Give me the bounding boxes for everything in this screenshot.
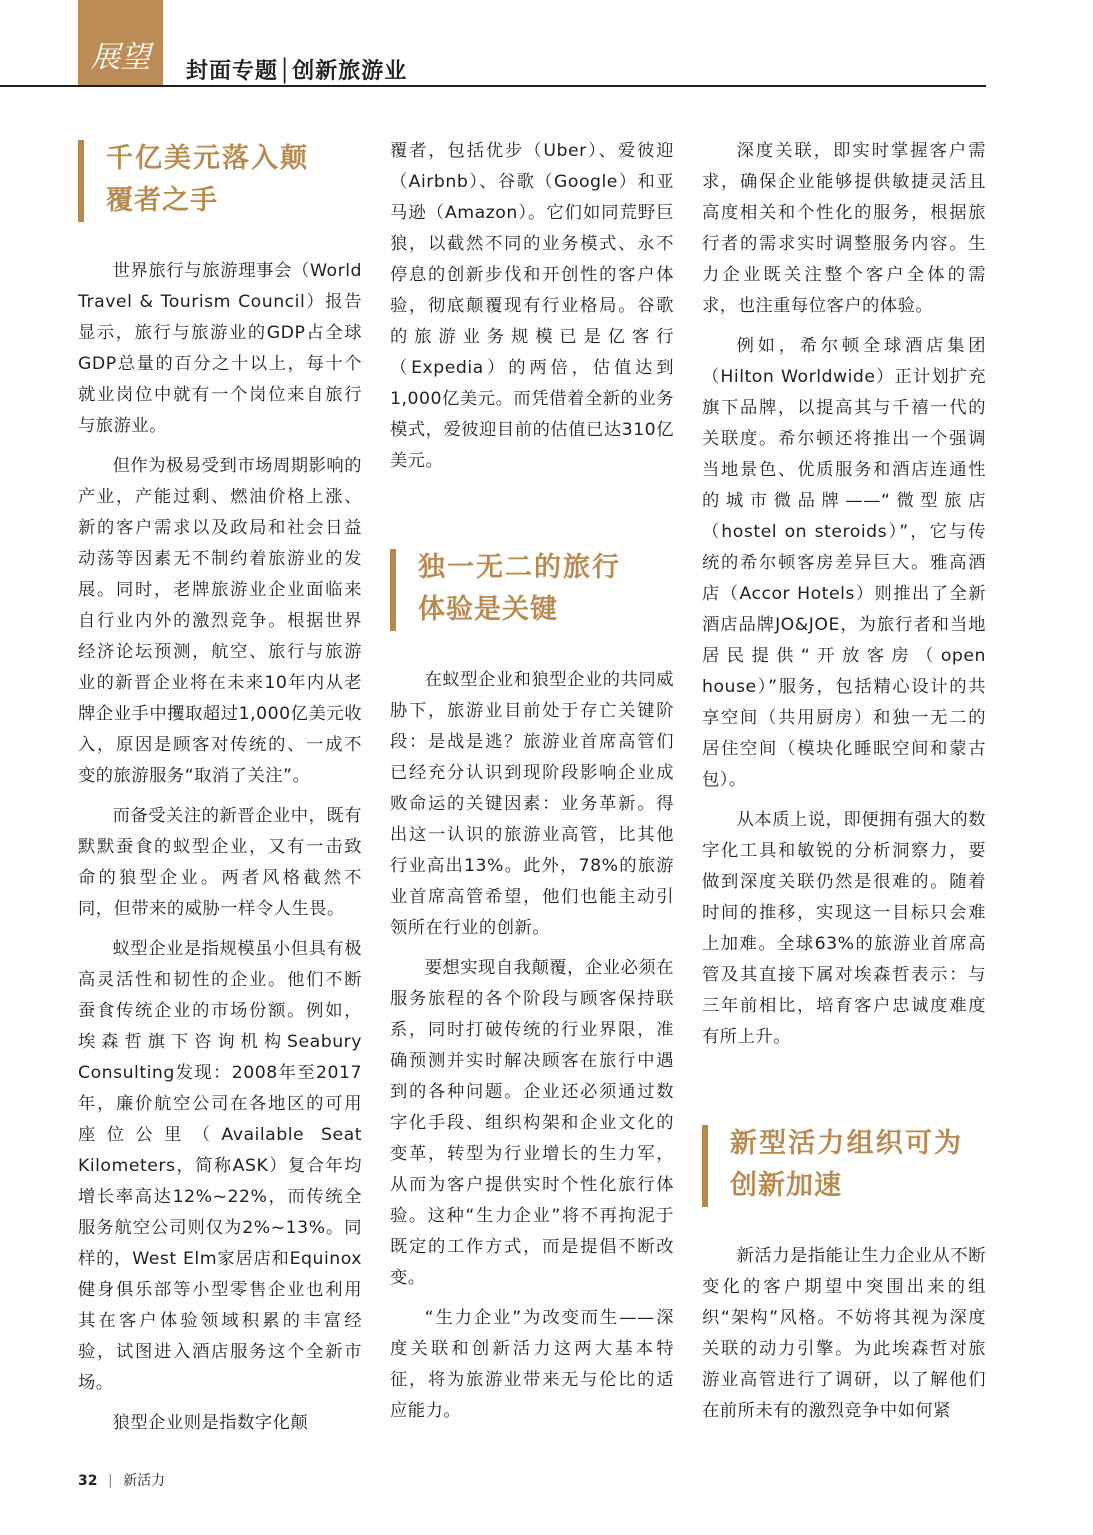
heading-1: 千亿美元落入颠覆者之手 (78, 138, 308, 222)
section-title: 封面专题│创新旅游业 (186, 59, 408, 84)
column-3 (702, 136, 986, 1436)
paragraph: 新活力是指能让生力企业从不断变化的客户期望中突围出来的组织“架构”风格。不妨将其视为深度关联的动力引擎。为此埃森哲对旅游业高管进行了调研，以了解他们在前所未有的激烈竞争中如何紧 (702, 1246, 986, 1421)
paragraph: “生力企业”为改变而生——深度关联和创新活力这两大基本特征，将为旅游业带来无与伦比的适应能力。 (390, 1308, 674, 1421)
paragraph: 在蚁型企业和狼型企业的共同威胁下，旅游业目前处于存亡关键阶段：是战是逃？旅游业首席高管们已经充分认识到现阶段影响企业成败命运的关键因素：业务革新。得出这一认识的旅游业高管，比其他行业高出13%。此外，78%的旅游业首席高管希望，他们也能主动引领所在行业的创新。 (390, 670, 674, 938)
page-footer (78, 1470, 165, 1490)
paragraph: 要想实现自我颠覆，企业必须在服务旅程的各个阶段与顾客保持联系，同时打破传统的行业界限，准确预测并实时解决顾客在旅行中遇到的各种问题。企业还必须通过数字化手段、组织构架和企业文化的变革，转型为行业增长的生力军，从而为客户提供实时个性化旅行体验。这种“生力企业”将不再拘泥于既定的工作方式，而是提倡不断改变。 (390, 958, 674, 1288)
paragraph: 蚁型企业是指规模虽小但具有极高灵活性和韧性的企业。他们不断蚕食传统企业的市场份额。例如，埃森哲旗下咨询机构Seabury Consulting发现：2008年至2017年，廉价航空公司在各地区的可用座位公里（Available Seat Kilometers，简称ASK）复合年均增长率高达12%~22%，而传统全服务航空公司则仅为2%~13%。同样的，West Elm家居店和Equinox健身俱乐部等小型零售企业也利用其在客户体验领域积累的丰富经验，试图进入酒店服务这个全新市场。 (78, 939, 362, 1393)
paragraph: 例如，希尔顿全球酒店集团（Hilton Worldwide）正计划扩充旗下品牌，以提高其与千禧一代的关联度。希尔顿还将推出一个强调当地景色、优质服务和酒店连通性的城市微品牌——“微型旅店（hostel on steroids）”，它与传统的希尔顿客房差异巨大。雅高酒店（Accor Hotels）则推出了全新酒店品牌JO&JOE，为旅行者和当地居民提供“开放客房（open house）”服务，包括精心设计的共享空间（共用厨房）和独一无二的居住空间（模块化睡眠空间和蒙古包）。 (702, 336, 986, 790)
paragraph: 覆者，包括优步（Uber）、爱彼迎（Airbnb）、谷歌（Google）和亚马逊（Amazon）。它们如同荒野巨狼，以截然不同的业务模式、永不停息的创新步伐和开创性的客户体验，彻底颠覆现有行业格局。谷歌的旅游业务规模已是亿客行（Expedia）的两倍，估值达到1,000亿美元。而凭借着全新的业务模式，爱彼迎目前的估值已达310亿美元。 (390, 141, 674, 471)
page-number: 32 (78, 1473, 98, 1489)
paragraph: 世界旅行与旅游理事会（World Travel & Tourism Council）报告显示，旅行与旅游业的GDP占全球GDP总量的百分之十以上，每十个就业岗位中就有一个岗位来自旅行与旅游业。 (78, 261, 362, 436)
paragraph: 从本质上说，即便拥有强大的数字化工具和敏锐的分析洞察力，要做到深度关联仍然是很难的。随着时间的推移，实现这一目标只会难上加难。全球63%的旅游业首席高管及其直接下属对埃森哲表示：与三年前相比，培育客户忠诚度难度有所上升。 (702, 810, 986, 1047)
paragraph: 但作为极易受到市场周期影响的产业，产能过剩、燃油价格上涨、新的客户需求以及政局和社会日益动荡等因素无不制约着旅游业的发展。同时，老牌旅游业企业面临来自行业内外的激烈竞争。根据世界经济论坛预测，航空、旅行与旅游业的新晋企业将在未来10年内从老牌企业手中攫取超过1,000亿美元收入，原因是顾客对传统的、一成不变的旅游服务“取消了关注”。 (78, 456, 362, 786)
magazine-name: 新活力 (123, 1473, 166, 1489)
paragraph: 而备受关注的新晋企业中，既有默默蚕食的蚁型企业，又有一击致命的狼型企业。两者风格截然不同，但带来的威胁一样令人生畏。 (78, 806, 362, 919)
paragraph: 深度关联，即实时掌握客户需求，确保企业能够提供敏捷灵活且高度相关和个性化的服务，根据旅行者的需求实时调整服务内容。生力企业既关注整个客户全体的需求，也注重每位客户的体验。 (702, 141, 986, 316)
column-2 (390, 136, 674, 1436)
paragraph: 狼型企业则是指数字化颠 (112, 1413, 309, 1433)
footer-separator: | (107, 1473, 113, 1489)
heading-3: 新型活力组织可为创新加速 (702, 1123, 962, 1207)
header-rule (0, 85, 986, 87)
heading-2: 独一无二的旅行体验是关键 (390, 547, 620, 631)
column-1 (78, 138, 362, 1448)
column-logo: 展望 (78, 0, 163, 86)
